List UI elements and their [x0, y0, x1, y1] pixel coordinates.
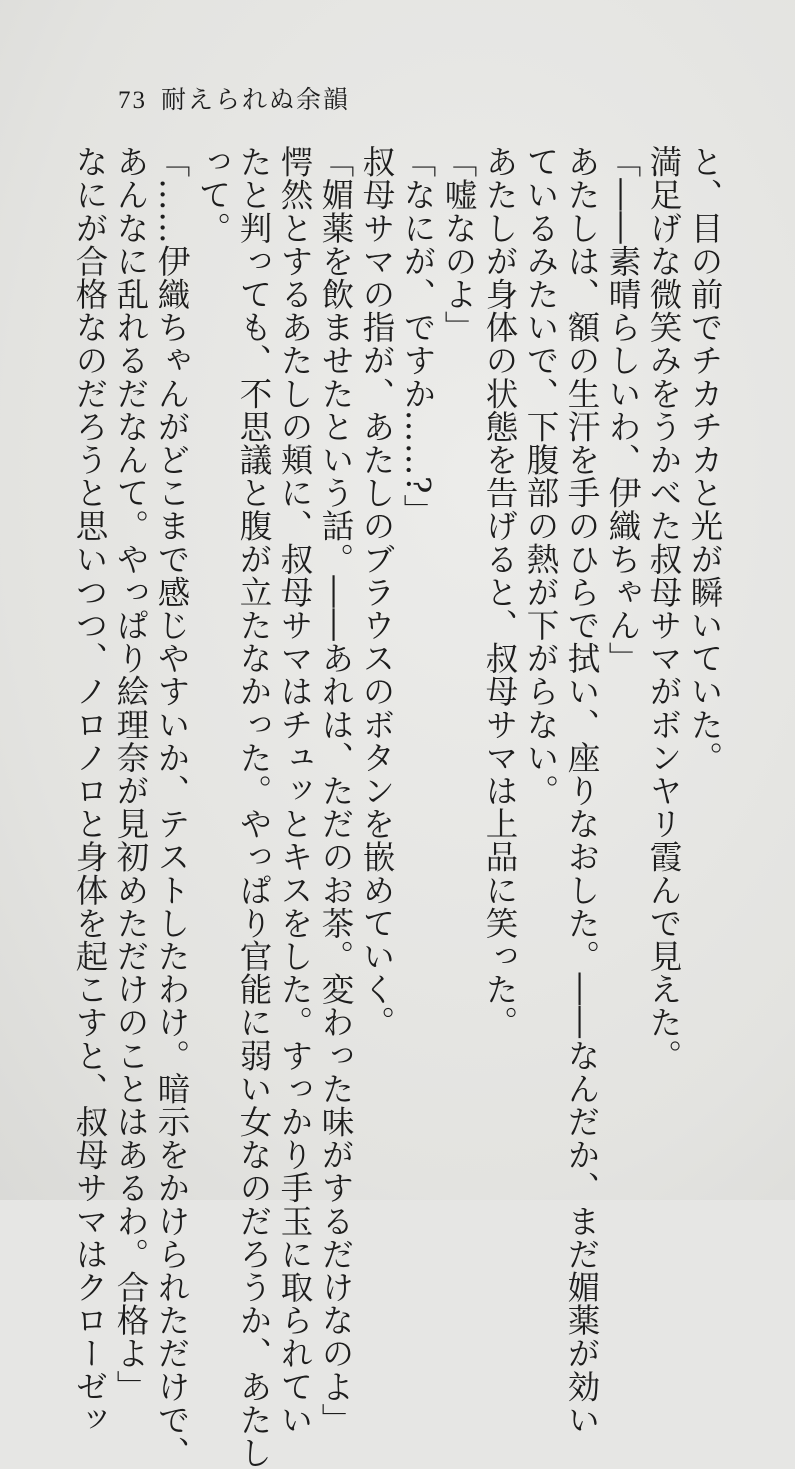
chapter-title: 耐えられぬ余韻 [161, 85, 351, 114]
text-line: 満足げな微笑みをうかべた叔母サマがボンヤリ霞んで見えた。 [645, 145, 683, 1072]
text-line: 「……伊織ちゃんがどこまで感じやすいか、テストしたわけ。暗示をかけられただけで、 [153, 145, 191, 1469]
text-line: 「――素晴らしいわ、伊織ちゃん」 [604, 145, 642, 675]
text-line: たと判っても、不思議と腹が立たなかった。やっぱり官能に弱い女なのだろうか、あたし [235, 145, 273, 1469]
text-line: 「嘘なのよ」 [440, 145, 478, 344]
vertical-body-text [71, 145, 725, 1469]
text-line: 愕然とするあたしの頬に、叔母サマはチュッとキスをした。すっかり手玉に取られてい [276, 145, 314, 1436]
text-line: あんなに乱れるだなんて。やっぱり絵理奈が見初めただけのことはあるわ。合格よ」 [112, 145, 150, 1403]
text-line: って。 [194, 145, 232, 245]
text-line: あたしは、額の生汗を手のひらで拭い、座りなおした。――なんだか、まだ媚薬が効い [563, 145, 601, 1436]
text-line: ているみたいで、下腹部の熱が下がらない。 [522, 145, 560, 807]
text-line: 叔母サマの指が、あたしのブラウスのボタンを嵌めていく。 [358, 145, 396, 1039]
text-line: と、目の前でチカチカと光が瞬いていた。 [686, 145, 724, 774]
running-header [118, 80, 350, 116]
text-line: 「なにが、ですか……?」 [399, 145, 437, 528]
text-line: 「媚薬を飲ませたという話。――あれは、ただのお茶。変わった味がするだけなのよ」 [317, 145, 355, 1436]
page-number: 73 [118, 87, 147, 114]
text-line: なにが合格なのだろうと思いつつ、ノロノロと身体を起こすと、叔母サマはクローゼッ [71, 145, 109, 1436]
text-line: あたしが身体の状態を告げると、叔母サマは上品に笑った。 [481, 145, 519, 1039]
